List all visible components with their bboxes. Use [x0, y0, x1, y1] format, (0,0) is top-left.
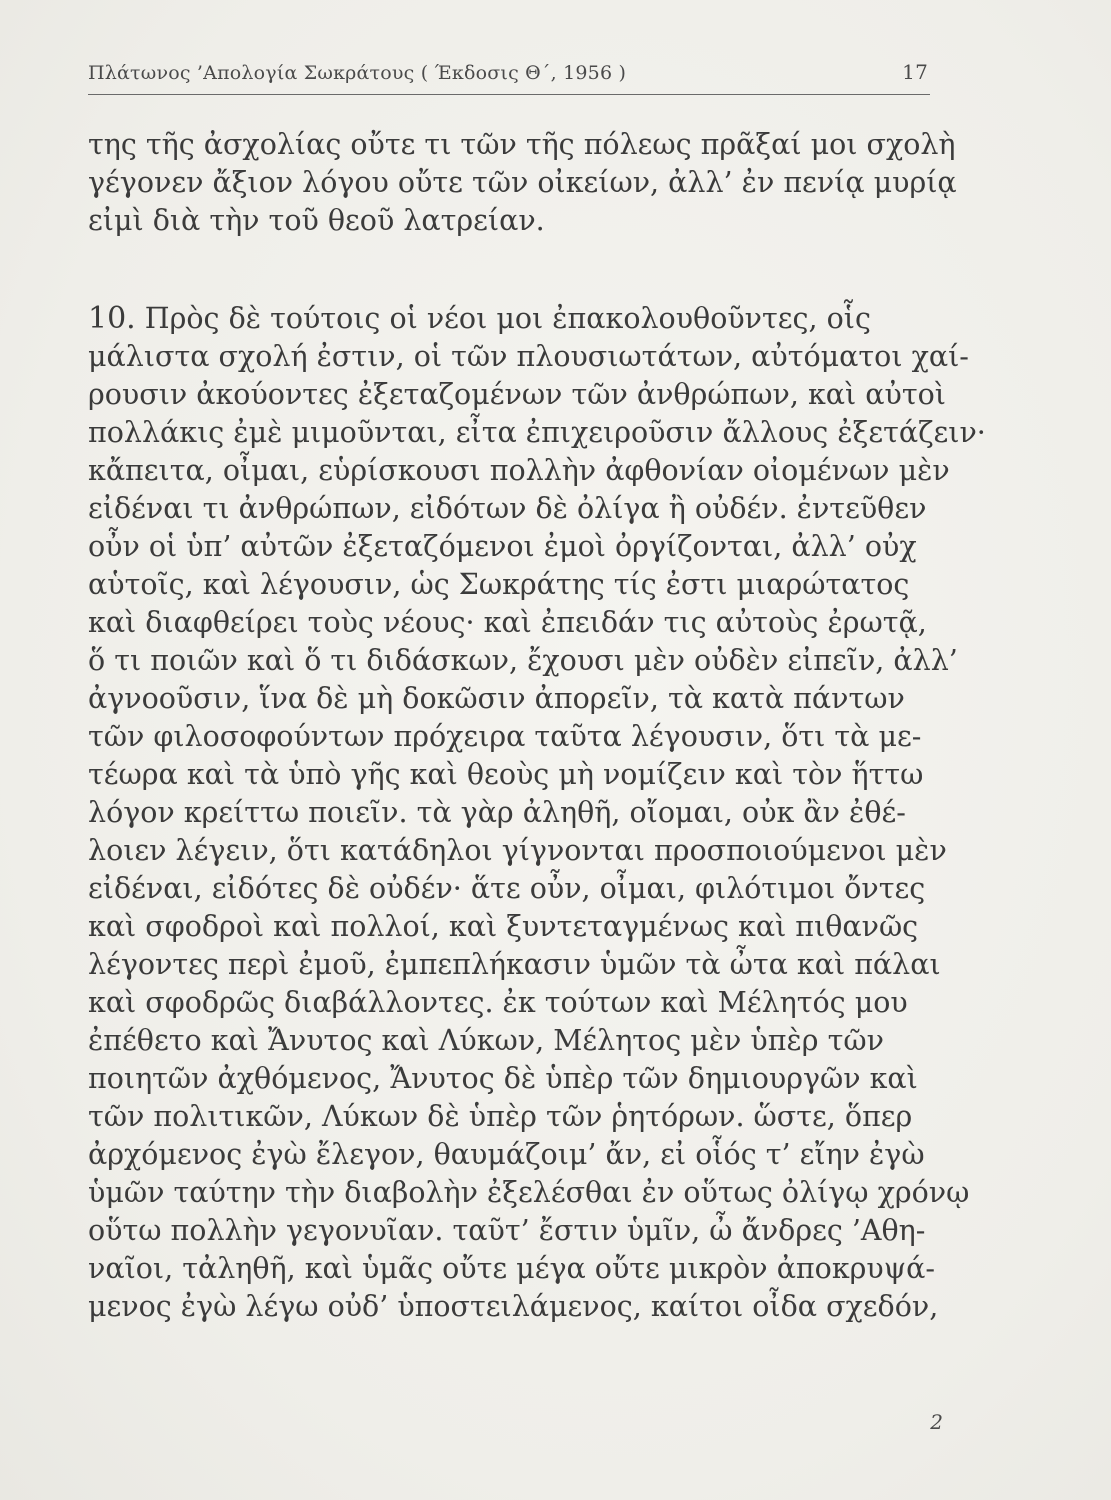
page-number: 17 [902, 60, 928, 84]
text-line: μενος ἐγὼ λέγω οὐδ’ ὑποστειλάμενος, καίτοι οἶδα σχεδόν, [88, 1290, 939, 1323]
text-line: οὖν οἱ ὑπ’ αὐτῶν ἐξεταζόμενοι ἐμοὶ ὀργίζονται, ἀλλ’ οὐχ [88, 530, 917, 563]
text-line: πολλάκις ἐμὲ μιμοῦνται, εἶτα ἐπιχειροῦσιν ἄλλους ἐξετάζειν· [88, 416, 986, 449]
text-line: λόγον κρείττω ποιεῖν. τὰ γὰρ ἀληθῆ, οἴομαι, οὐκ ἂν ἐθέ- [88, 796, 906, 829]
text-line: εἰδέναι, εἰδότες δὲ οὐδέν· ἅτε οὖν, οἶμαι, φιλότιμοι ὄντες [88, 872, 926, 905]
running-header [88, 60, 930, 95]
text-line: τῶν φιλοσοφούντων πρόχειρα ταῦτα λέγουσιν, ὅτι τὰ με- [88, 720, 922, 753]
signature-mark: 2 [930, 1410, 943, 1434]
text-line: αὑτοῖς, καὶ λέγουσιν, ὡς Σωκράτης τίς ἐστι μιαρώτατος [88, 568, 910, 601]
text-line: καὶ σφοδρῶς διαβάλλοντες. ἐκ τούτων καὶ Μέλητός μου [88, 986, 908, 1019]
paragraph-gap [88, 240, 950, 300]
text-line: της τῆς ἀσχολίας οὔτε τι τῶν τῆς πόλεως πρᾶξαί μοι σχολὴ [88, 128, 956, 161]
running-header-title: Πλάτωνος ’Απολογία Σωκράτους ( Έκδοσις Θ΄, 1956 ) [88, 62, 627, 84]
text-line: Πρὸς δὲ τούτοις οἱ νέοι μοι ἐπακολουθοῦντες, οἷς [144, 302, 871, 335]
text-line: ἀγνοοῦσιν, ἵνα δὲ μὴ δοκῶσιν ἀπορεῖν, τὰ κατὰ πάντων [88, 682, 905, 715]
text-line: ὅ τι ποιῶν καὶ ὅ τι διδάσκων, ἔχουσι μὲν οὐδὲν εἰπεῖν, ἀλλ’ [88, 644, 958, 677]
text-line: ρουσιν ἀκούοντες ἐξεταζομένων τῶν ἀνθρώπων, καὶ αὐτοὶ [88, 378, 946, 411]
text-line: λέγοντες περὶ ἐμοῦ, ἐμπεπλήκασιν ὑμῶν τὰ ὦτα καὶ πάλαι [88, 948, 941, 981]
text-line: ναῖοι, τἀληθῆ, καὶ ὑμᾶς οὔτε μέγα οὔτε μικρὸν ἀποκρυψά- [88, 1252, 935, 1285]
section-number: 10. [88, 301, 136, 336]
text-line: ποιητῶν ἀχθόμενος, Ἄνυτος δὲ ὑπὲρ τῶν δημιουργῶν καὶ [88, 1062, 918, 1095]
text-line: μάλιστα σχολή ἐστιν, οἱ τῶν πλουσιωτάτων, αὐτόματοι χαί- [88, 340, 969, 373]
body-text [88, 126, 986, 1326]
text-line: ἀρχόμενος ἐγὼ ἔλεγον, θαυμάζοιμ’ ἄν, εἰ οἷός τ’ εἴην ἐγὼ [88, 1138, 925, 1171]
text-line: κἄπειτα, οἶμαι, εὑρίσκουσι πολλὴν ἀφθονίαν οἰομένων μὲν [88, 454, 950, 487]
text-line: τῶν πολιτικῶν, Λύκων δὲ ὑπὲρ τῶν ῥητόρων. ὥστε, ὅπερ [88, 1100, 913, 1133]
text-line: εἰδέναι τι ἀνθρώπων, εἰδότων δὲ ὀλίγα ἢ οὐδέν. ἐντεῦθεν [88, 492, 927, 525]
text-line: τέωρα καὶ τὰ ὑπὸ γῆς καὶ θεοὺς μὴ νομίζειν καὶ τὸν ἥττω [88, 758, 924, 791]
text-line: λοιεν λέγειν, ὅτι κατάδηλοι γίγνονται προσποιούμενοι μὲν [88, 834, 947, 867]
text-line: εἰμὶ διὰ τὴν τοῦ θεοῦ λατρείαν. [88, 204, 545, 237]
section-first-line [88, 300, 950, 338]
text-line: καὶ σφοδροὶ καὶ πολλοί, καὶ ξυντεταγμένως καὶ πιθανῶς [88, 910, 919, 943]
text-line: ἐπέθετο καὶ Ἄνυτος καὶ Λύκων, Μέλητος μὲν ὑπὲρ τῶν [88, 1024, 884, 1057]
text-line: γέγονεν ἄξιον λόγου οὔτε τῶν οἰκείων, ἀλλ’ ἐν πενίᾳ μυρίᾳ [88, 166, 957, 199]
text-line: ὑμῶν ταύτην τὴν διαβολὴν ἐξελέσθαι ἐν οὕτως ὀλίγῳ χρόνῳ [88, 1176, 970, 1209]
text-line: οὕτω πολλὴν γεγονυῖαν. ταῦτ’ ἔστιν ὑμῖν, ὦ ἄνδρες ’Αθη- [88, 1214, 926, 1247]
text-line: καὶ διαφθείρει τοὺς νέους· καὶ ἐπειδάν τις αὐτοὺς ἐρωτᾷ, [88, 606, 927, 639]
